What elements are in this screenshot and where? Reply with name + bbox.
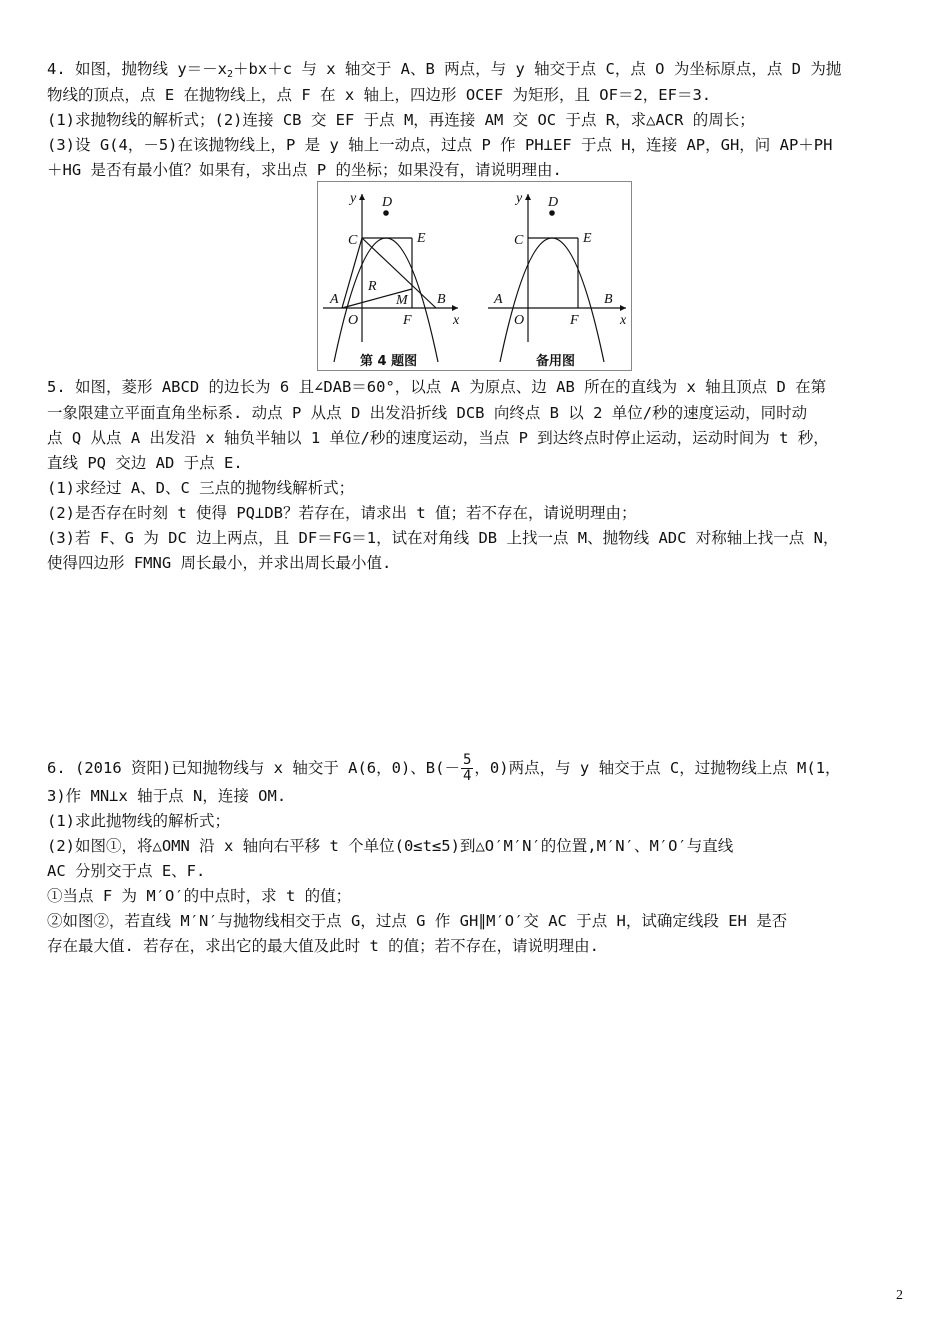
parabola-right [500, 238, 604, 362]
label-c-left: C [348, 233, 358, 248]
point-d-spare [550, 211, 554, 215]
label-e-right: E [583, 231, 592, 246]
parabola-left [334, 238, 438, 362]
label-f-left: F [403, 313, 412, 328]
q6-line-1-end: ，0)两点，与 y 轴交于点 C，过抛物线上点 M(1， [474, 759, 841, 777]
q4-line-1-start: 4. 如图，抛物线 y＝－x [47, 60, 227, 78]
q5-line-3: 点 Q 从点 A 出发沿 x 轴负半轴以 1 单位/秒的速度运动，当点 P 到达终点时停止运动，运动时间为 t 秒， [47, 429, 829, 447]
fraction-numerator: 5 [462, 752, 472, 768]
x-axis-arrow-left [452, 305, 458, 311]
q4-line-5: ＋HG 是否有最小值？如果有，求出点 P 的坐标；如果没有，请说明理由. [47, 161, 562, 179]
q4-line-1-rest: ＋bx＋c 与 x 轴交于 A、B 两点，与 y 轴交于点 C，点 O 为坐标原点，点 D 为抛 [233, 60, 842, 78]
label-d-right: D [548, 195, 559, 210]
label-f-right: F [570, 313, 579, 328]
label-m-left: M [396, 293, 408, 308]
label-x-left: x [453, 313, 460, 328]
segment-ac [342, 238, 362, 308]
q5-line-6: (2)是否存在时刻 t 使得 PQ⊥DB？若存在，请求出 t 值；若不存在，请说明理由； [47, 504, 637, 522]
q6-line-7: ②如图②，若直线 M′N′与抛物线相交于点 G，过点 G 作 GH∥M′O′交 AC 于点 H，试确定线段 EH 是否 [47, 912, 788, 930]
x-axis-arrow-right [620, 305, 626, 311]
caption-spare-figure: 备用图 [536, 354, 576, 369]
q5-line-4: 直线 PQ 交边 AD 于点 E. [47, 454, 243, 472]
q6-line-1 [47, 751, 907, 785]
label-e-left: E [417, 231, 426, 246]
y-axis-arrow-right [525, 194, 531, 200]
label-b-left: B [437, 292, 446, 307]
q4-line-3: (1)求抛物线的解析式；(2)连接 CB 交 EF 于点 M，再连接 AM 交 OC 于点 R，求△ACR 的周长； [47, 111, 755, 129]
label-c-right: C [514, 233, 524, 248]
q4-figure [317, 181, 632, 371]
label-y-right: y [516, 191, 523, 206]
q5-line-1: 5. 如图，菱形 ABCD 的边长为 6 且∠DAB＝60°，以点 A 为原点、边 AB 所在的直线为 x 轴且顶点 D 在第 [47, 378, 827, 396]
label-a-right: A [494, 292, 503, 307]
q6-line-1-start: 6. (2016 资阳)已知抛物线与 x 轴交于 A(6，0)、B(－ [47, 759, 460, 777]
q4-line-1 [47, 59, 907, 85]
label-o-left: O [348, 313, 359, 328]
caption-figure-4: 第 4 题图 [360, 354, 418, 369]
q4-figure-svg [318, 182, 633, 372]
q5-line-2: 一象限建立平面直角坐标系. 动点 P 从点 D 出发沿折线 DCB 向终点 B 以 2 单位/秒的速度运动，同时动 [47, 404, 808, 422]
q5-line-8: 使得四边形 FMNG 周长最小，并求出周长最小值. [47, 554, 392, 572]
label-y-left: y [350, 191, 357, 206]
q5-line-7: (3)若 F、G 为 DC 边上两点，且 DF＝FG＝1，试在对角线 DB 上找一点 M、抛物线 ADC 对称轴上找一点 N， [47, 529, 839, 547]
q6-line-5: AC 分别交于点 E、F. [47, 862, 206, 880]
q4-line-4: (3)设 G(4，－5)在该抛物线上，P 是 y 轴上一动点，过点 P 作 PH⊥EF 于点 H，连接 AP，GH，问 AP＋PH [47, 136, 833, 154]
fraction-denominator: 4 [462, 768, 472, 784]
point-d [384, 211, 388, 215]
label-a-left: A [330, 292, 339, 307]
q4-exponent: 2 [227, 69, 234, 80]
label-x-right: x [620, 313, 627, 328]
spare-figure [488, 194, 626, 362]
label-r-left: R [368, 279, 377, 294]
main-figure [323, 194, 458, 362]
q6-line-3: (1)求此抛物线的解析式； [47, 812, 230, 830]
q6-line-8: 存在最大值. 若存在，求出它的最大值及此时 t 的值；若不存在，请说明理由. [47, 937, 599, 955]
q4-line-2: 物线的顶点，点 E 在抛物线上，点 F 在 x 轴上，四边形 OCEF 为矩形，且 OF＝2，EF＝3. [47, 86, 712, 104]
label-o-right: O [514, 313, 525, 328]
label-d-left: D [382, 195, 393, 210]
y-axis-arrow-left [359, 194, 365, 200]
q6-line-4: (2)如图①，将△OMN 沿 x 轴向右平移 t 个单位(0≤t≤5)到△O′M′N′的位置,M′N′、M′O′与直线 [47, 837, 734, 855]
q5-line-5: (1)求经过 A、D、C 三点的抛物线解析式； [47, 479, 355, 497]
q6-line-2: 3)作 MN⊥x 轴于点 N，连接 OM. [47, 787, 287, 805]
page-number: 2 [896, 1288, 903, 1303]
fraction-five-quarters [461, 753, 473, 784]
label-b-right: B [604, 292, 613, 307]
q6-line-6: ①当点 F 为 M′O′的中点时，求 t 的值； [47, 887, 352, 905]
